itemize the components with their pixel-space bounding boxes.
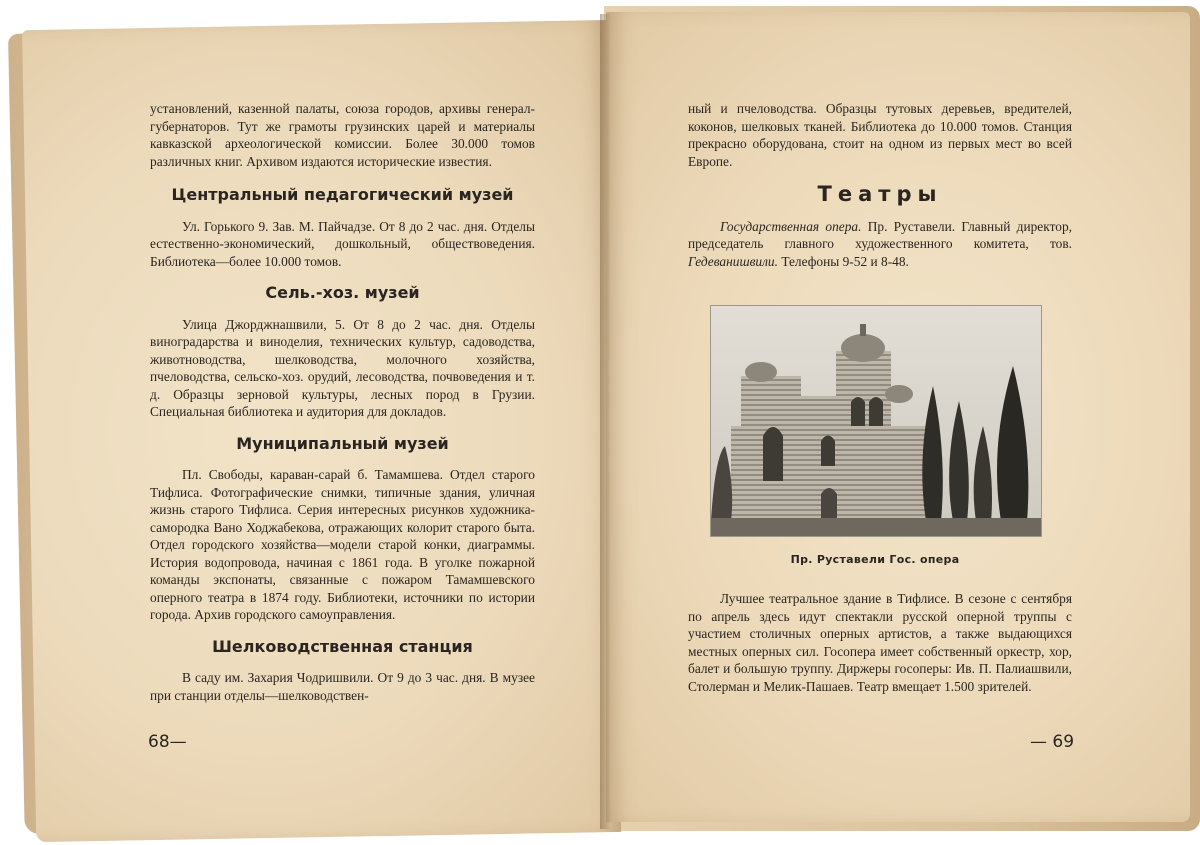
opera-name: Государственная опера. [720,218,862,234]
theatres-heading: Театры [817,182,943,206]
section-paragraph: Ул. Горького 9. Зав. М. Пайчадзе. От 8 до 2 час. дня. Отделы естественно-экономический, дошкольный, обществоведения. Библиотека—более 10.000 томов. [150,218,535,269]
opera-house-illustration [711,306,1041,536]
right-intro-paragraph: ный и пчеловодства. Образцы тутовых деревьев, вредителей, коконов, шелковых тканей. Библиотека до 10.000 томов. Станция прекрасно оборудована, стоит на одном из первых мест во всей Европе. [688,101,1072,169]
left-page-number: 68— [148,732,187,752]
photo-caption: Пр. Руставели Гос. опера [790,553,960,566]
opera-house-photo [710,305,1042,537]
opera-text-part-1: Пр. Руставели. Главный директор, председатель главного художественного комитета, тов. [688,218,1072,251]
opera-text-part-2: Телефоны 9-52 и 8-48. [777,253,909,269]
section-heading: Муниципальный музей [236,433,449,453]
section-paragraph: Улица Джорджнашвили, 5. От 8 до 2 час. дня. Отделы виноградарства и виноделия, технических культур, садоводства, животноводства, шелководства, молочного хозяйства, пчеловодства, сельско-хоз. орудий, лесоводства, почвоведения и т. д. Образцы зерновой культуры, лесных пород в Грузии. Специальная библиотека и аудитория для докладов. [150,316,535,419]
right-page-text [688,100,1072,270]
opera-paragraph [688,218,1072,271]
section-heading: Шелководственная станция [212,636,473,656]
section-heading: Центральный педагогический музей [171,185,514,204]
section-paragraph: Пл. Свободы, караван-сарай б. Тамамшева. Отдел старого Тифлиса. Фотографические снимки, типичные здания, уличная жизнь старого Тифлиса. Серия интересных рисунков художника-самородка Вано Ходжабекова, отражающих колорит старого быта. Отдел городского хозяйства—модели старой конки, диаграммы. История водопровода, начиная с 1861 года. В уголке пожарной команды экспонаты, связанные с пожаром Тамамшевского оперного театра в 1874 году. Библиотеки, источники по истории города. Архив городского самоуправления. [150,467,535,622]
left-intro-paragraph: установлений, казенной палаты, союза городов, архивы генерал-губернаторов. Тут же грамоты грузинских царей и материалы кавказской археологической комиссии. Более 30.000 томов различных книг. Архивом издаются исторические известия. [150,101,535,169]
section-heading: Сель.-хоз. музей [265,283,420,302]
opera-description-paragraph: Лучшее театральное здание в Тифлисе. В сезоне с сентября по апрель здесь идут спектакли русской оперной труппы с участием столичных оперных артистов, а также выдающихся местных оперных сил. Госопера имеет собственный оркестр, хор, балет и большую труппу. Диржеры госоперы: Ив. П. Палиашвили, Столерман и Мелик-Пашаев. Театр вмещает 1.500 зрителей. [688,591,1072,694]
right-page-number: — 69 [1030,732,1075,752]
book-gutter [600,14,610,829]
section-paragraph: В саду им. Захария Чодришвили. От 9 до 3 час. дня. В музее при станции отделы—шелководствен- [150,670,535,703]
left-page-text [150,100,535,704]
right-page-body [688,590,1072,695]
director-name: Гедеванишвили. [688,253,778,269]
